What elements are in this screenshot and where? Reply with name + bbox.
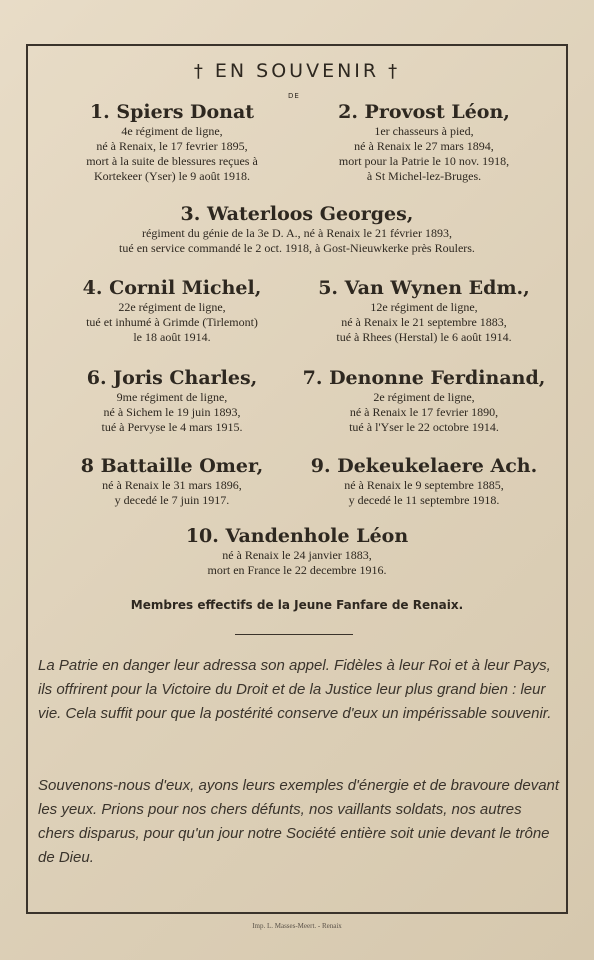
entry-line: 22e régiment de ligne, [118,300,226,314]
entry-line: Kortekeer (Yser) le 9 août 1918. [94,169,250,183]
entry-5 [298,276,550,345]
paragraph-2: Souvenons-nous d'eux, ayons leurs exemples d'énergie et de bravoure devant les yeux. Prions pour nos chers défunts, nos vaillants soldats, nos autres chers disparus, pour qu'un jour notre Société entière soit unie devant le trône de Dieu. [38,777,560,866]
entry-3 [36,202,558,256]
entry-line: 4e régiment de ligne, [121,124,223,138]
entry-line: tué en service commandé le 2 oct. 1918, à Gost-Nieuwkerke près Roulers. [119,241,475,255]
entry-name: 4. Cornil Michel, [82,277,262,299]
entry-8 [46,454,298,508]
entry-line: 12e régiment de ligne, [370,300,478,314]
entry-line: 2e régiment de ligne, [373,390,475,404]
entry-line: 9me régiment de ligne, [116,390,228,404]
entry-name: 9. Dekeukelaere Ach. [310,455,538,477]
card-title [0,60,594,82]
entry-line: à St Michel-lez-Bruges. [366,169,482,183]
paragraph-1: La Patrie en danger leur adressa son appel. Fidèles à leur Roi et à leur Pays, ils offrirent pour la Victoire du Droit et de la Justice leur plus grand bien : leur vie. Cela suffit pour que la postérité conserve d'eux un impérissable souvenir. [38,657,552,722]
entry-line: 1er chasseurs à pied, [374,124,474,138]
members-line: Membres effectifs de la Jeune Fanfare de Renaix. [130,598,464,612]
title-text: EN SOUVENIR [214,60,380,82]
entry-line: né à Renaix le 31 mars 1896, [102,478,242,492]
entry-10 [36,524,558,578]
entry-line: y decedé le 11 septembre 1918. [348,493,500,507]
entry-line: tué à Pervyse le 4 mars 1915. [101,420,243,434]
title-small: DE [288,92,300,100]
entry-2 [298,100,550,184]
entry-4 [46,276,298,345]
cross-left-icon: † [193,61,206,82]
entry-line: tué à l'Yser le 22 octobre 1914. [349,420,499,434]
divider [235,634,353,635]
entry-line: né à Renaix le 24 janvier 1883, [222,548,372,562]
entry-line: le 18 août 1914. [133,330,211,344]
entry-line: né à Sichem le 19 juin 1893, [103,405,241,419]
entry-line: né à Renaix, le 17 fevrier 1895, [96,139,248,153]
entry-line: mort à la suite de blessures reçues à [86,154,258,168]
entry-line: né à Renaix le 9 septembre 1885, [344,478,504,492]
entry-name: 6. Joris Charles, [86,367,258,389]
entry-line: régiment du génie de la 3e D. A., né à Renaix le 21 février 1893, [142,226,452,240]
entry-line: tué et inhumé à Grimde (Tirlemont) [86,315,258,329]
entry-name: 10. Vandenhole Léon [185,525,409,547]
entry-line: mort en France le 22 decembre 1916. [207,563,387,577]
entry-7 [298,366,550,435]
entry-name: 2. Provost Léon, [338,101,510,123]
entry-name: 3. Waterloos Georges, [180,203,414,225]
entry-line: né à Renaix le 21 septembre 1883, [341,315,507,329]
entry-line: né à Renaix le 27 mars 1894, [354,139,494,153]
printer-credit: Imp. L. Masses-Meert. - Renaix [252,922,342,930]
entry-9 [298,454,550,508]
entry-line: né à Renaix le 17 fevrier 1890, [349,405,499,419]
cross-right-icon: † [388,61,401,82]
entry-name: 7. Denonne Ferdinand, [302,367,546,389]
entry-1 [46,100,298,184]
entry-name: 8 Battaille Omer, [80,455,264,477]
entry-line: y decedé le 7 juin 1917. [114,493,230,507]
entry-6 [46,366,298,435]
entry-line: mort pour la Patrie le 10 nov. 1918, [338,154,510,168]
entry-name: 5. Van Wynen Edm., [318,277,530,299]
entry-line: tué à Rhees (Herstal) le 6 août 1914. [336,330,512,344]
entry-name: 1. Spiers Donat [89,101,255,123]
